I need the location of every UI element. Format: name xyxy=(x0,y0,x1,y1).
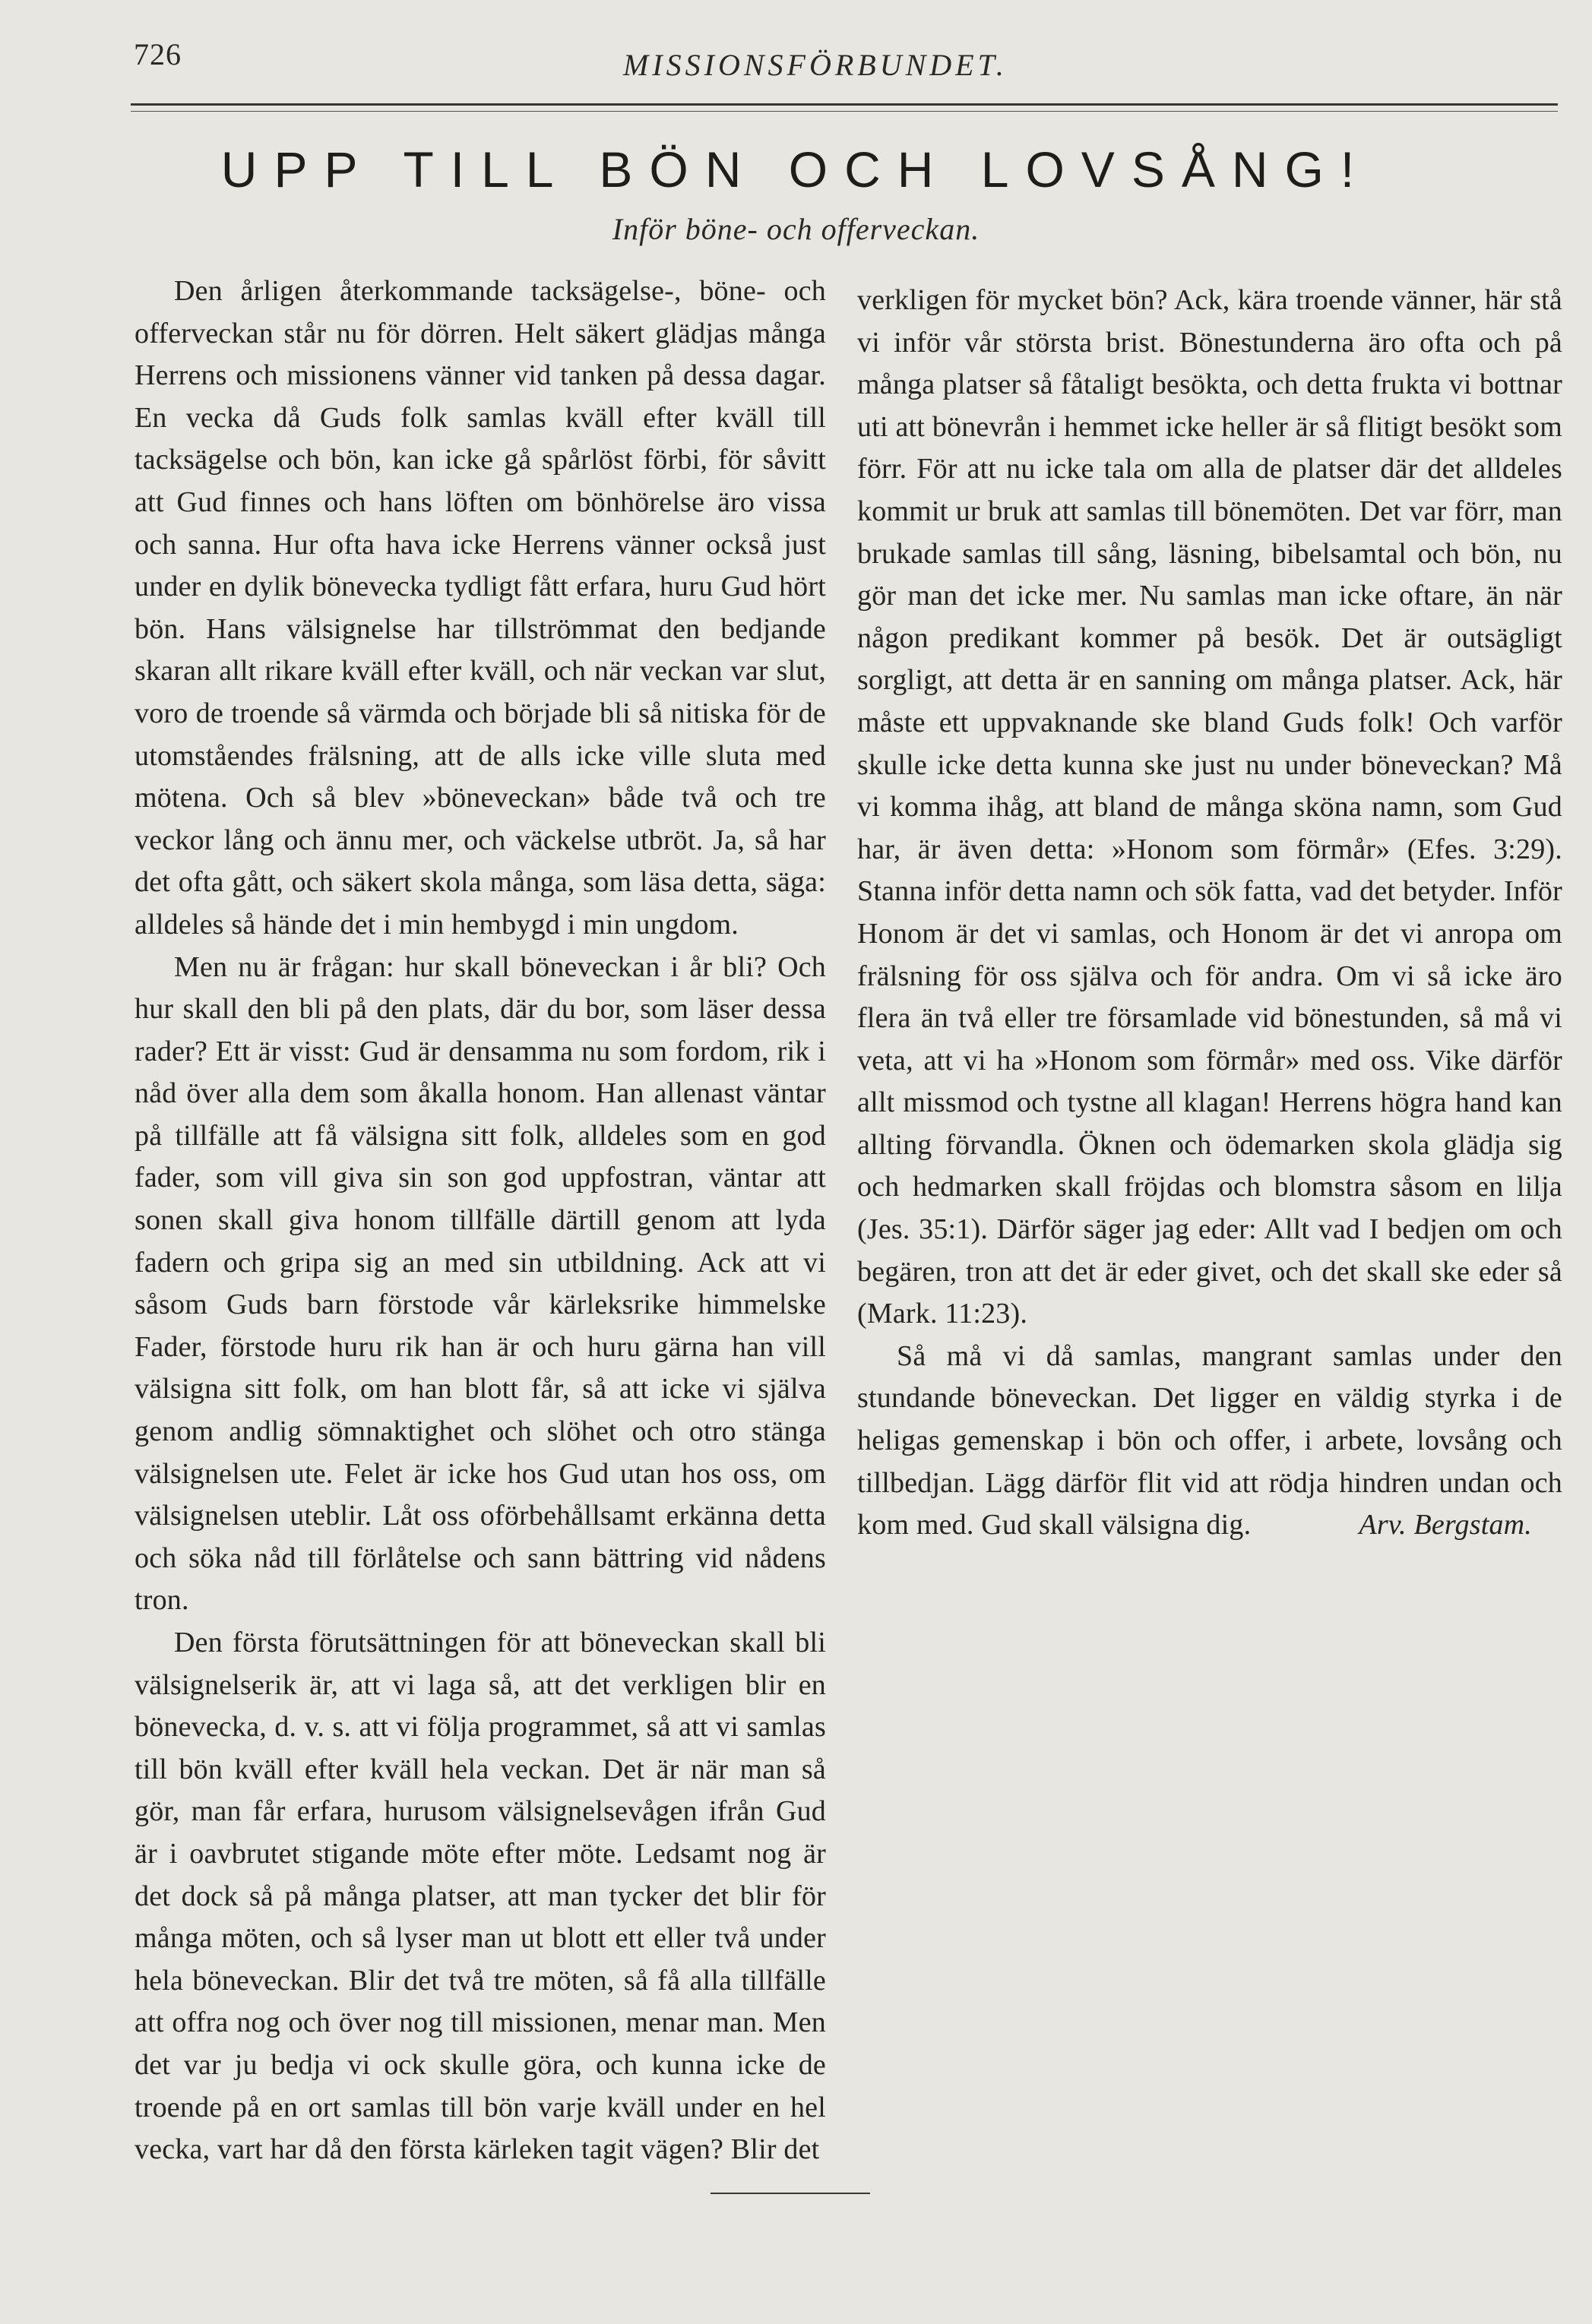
paragraph: verkligen för mycket bön? Ack, kära troende vänner, här stå vi inför vår största brist. Bönestunderna äro ofta och på många platser så fåtaligt besökta, och detta frukta vi bottnar uti att bönevrån i hemmet icke heller är så flitigt besökt som förr. För att nu icke tala om alla de platser där det alldeles kommit ur bruk att samlas till bönemöten. Det var förr, man brukade samlas till sång, läsning, bibelsamtal och bön, nu gör man det icke mer. Nu samlas man icke oftare, än när någon predikant kommer på besök. Det är outsägligt sorgligt, att detta är en sanning om många platser. Ack, här måste ett uppvaknande ske bland Guds folk! Och varför skulle icke detta kunna ske just nu under böneveckan? Må vi komma ihåg, att bland de många sköna namn, som Gud har, är även detta: »Honom som förmår» (Efes. 3:29). Stanna inför detta namn och sök fatta, vad det betyder. Inför Honom är det vi samlas, och Honom är det vi anropa om frälsning för oss själva och för andra. Om vi så icke äro flera än två eller tre församlade vid bönestunden, så må vi veta, att vi ha »Honom som förmår» med oss. Vike därför allt missmod och tystne all klagan! Herrens högra hand kan allting förvandla. Öknen och ödemarken skola glädja sig och hedmarken skall fröjdas och blomstra såsom en lilja (Jes. 35:1). Därför säger jag eder: Allt vad I bedjen om och begären, tron att det är eder givet, och det skall ske eder så (Mark. 11:23). xyxy=(857,284,1562,1330)
article-subtitle: Inför böne- och offerveckan. xyxy=(612,212,980,246)
page-number: 726 xyxy=(134,37,182,71)
paragraph: Den årligen återkommande tacksägelse-, böne- och offerveckan står nu för dörren. Helt säkert glädjas många Herrens och missionens vänner vid tanken på dessa dagar. En vecka då Guds folk samlas kväll efter kväll till tacksägelse och bön, kan icke gå spårlöst förbi, för såvitt att Gud finnes och hans löften om bönhörelse äro vissa och sanna. Hur ofta hava icke Herrens vänner också just under en dylik bönevecka tydligt fått erfara, huru Gud hört bön. Hans välsignelse har tillströmmat den bedjande skaran allt rikare kväll efter kväll, och när veckan var slut, voro de troende så värmda och började bli så nitiska för de utomståendes frälsning, att de alls icke ville sluta med mötena. Och så blev »böneveckan» både två och tre veckor lång och ännu mer, och väckelse utbröt. Ja, så har det ofta gått, och säkert skola många, som läsa detta, säga: alldeles så hände det i min hembygd i min ungdom. xyxy=(135,275,826,941)
header-rule xyxy=(131,103,1558,106)
header-rule-thin xyxy=(131,111,1558,112)
signature: Arv. Bergstam. xyxy=(1359,1509,1532,1541)
text-column-left xyxy=(135,270,826,2171)
article-title: UPP TILL BÖN OCH LOVSÅNG! xyxy=(220,141,1372,198)
paragraph: Men nu är frågan: hur skall böneveckan i år bli? Och hur skall den bli på den plats, där du bor, som läser dessa rader? Ett är visst: Gud är densamma nu som fordom, rik i nåd över alla dem som åkalla honom. Han allenast väntar på tillfälle att få välsigna sitt folk, alldeles som en god fader, som vill giva sin son god uppfostran, väntar att sonen skall giva honom tillfälle därtill genom att lyda fadern och gripa sig an med sin utbildning. Ack att vi såsom Guds barn förstode vår kärleksrike himmelske Fader, förstode huru rik han är och huru gärna han vill välsigna sitt folk, om han blott får, så att icke vi själva genom andlig sömnaktighet och slöhet och otro stänga välsignelsen ute. Felet är icke hos Gud utan hos oss, om välsignelsen uteblir. Låt oss oförbehållsamt erkänna detta och söka nåd till förlåtelse och sann bättring vid nådens tron. xyxy=(135,950,826,1617)
paragraph: Den första förutsättningen för att böneveckan skall bli välsignelserik är, att vi laga så, att det verkligen blir en bönevecka, d. v. s. att vi följa programmet, så att vi samlas till bön kväll efter kväll hela veckan. Det är när man så gör, man får erfara, hurusom välsignelsevågen ifrån Gud är i oavbrutet stigande möte efter möte. Ledsamt nog är det dock så på många platser, att man tycker det blir för många möten, och så lyser man ut blott ett eller två under hela böneveckan. Blir det två tre möten, så få alla tillfälle att offra nog och över nog till missionen, menar man. Men det var ju bedja vi ock skulle göra, och kunna icke de troende på en ort samlas till bön varje kväll under en hel vecka, vart har då den första kärleken tagit vägen? Blir det xyxy=(135,1627,826,2166)
journal-running-head: MISSIONSFÖRBUNDET. xyxy=(623,48,1008,82)
paragraph: Så må vi då samlas, mangrant samlas under den stundande böneveckan. Det ligger en väldig styrka i de heligas gemenskap i bön och offer, i arbete, lovsång och tillbedjan. Lägg därför flit vid att rödja hindren undan och kom med. Gud skall välsigna dig. xyxy=(857,1339,1562,1541)
end-rule xyxy=(711,2193,870,2194)
text-column-right xyxy=(857,280,1562,1547)
